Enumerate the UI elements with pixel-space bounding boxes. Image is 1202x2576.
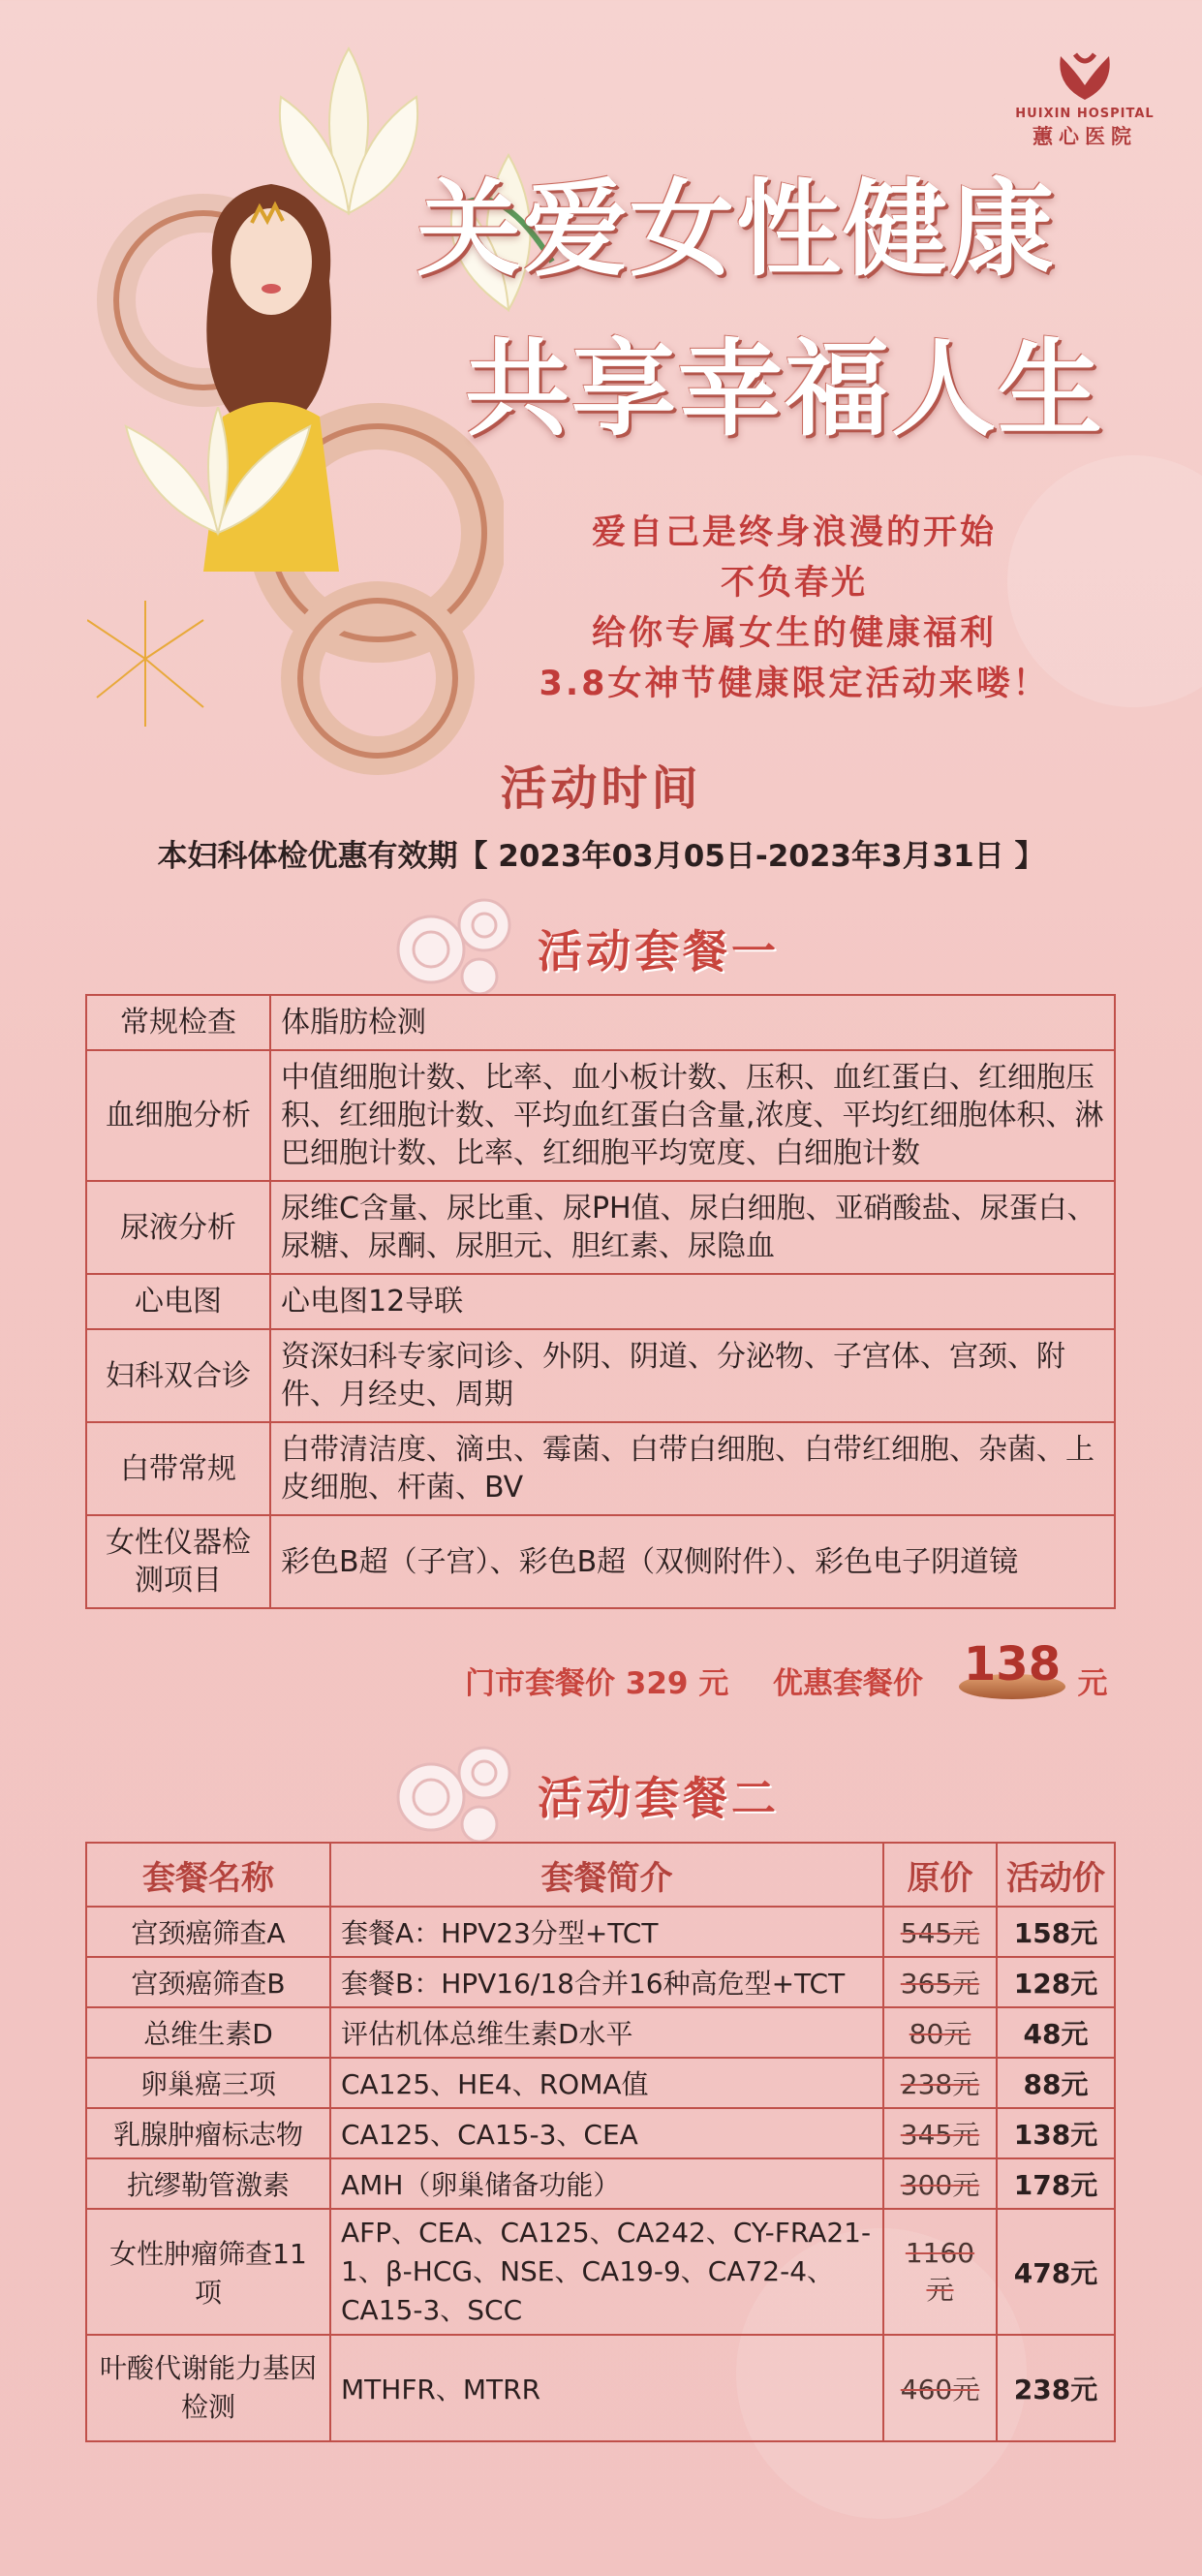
slogan-line: 给你专属女生的健康福利 [591,614,997,653]
activity-price: 238元 [997,2335,1115,2441]
activity-period: 本妇科体检优惠有效期【 2023年03月05日-2023年3月31日 】 [157,839,1045,874]
slogan-line: 爱自己是终身浪漫的开始 [591,513,997,552]
item-category: 女性仪器检测项目 [86,1515,270,1608]
column-header: 套餐名称 [86,1843,330,1907]
package-name: 女性肿瘤筛查11项 [86,2209,330,2335]
headline-line-1: 关爱女性健康 [416,169,1057,291]
hospital-logo [1002,47,1167,150]
column-header: 套餐简介 [330,1843,883,1907]
table-row [86,2335,1115,2441]
table-row [86,2209,1115,2335]
package-name: 总维生素D [86,2007,330,2058]
table-row [86,1050,1115,1181]
package-1-title: 活动套餐一 [538,925,780,978]
original-price: 238元 [900,2068,980,2100]
column-header: 原价 [883,1843,997,1907]
table-row [86,2058,1115,2108]
table-header-row [86,1843,1115,1907]
table-row [86,2007,1115,2058]
item-details: 中值细胞计数、比率、血小板计数、压积、血红蛋白、红细胞压积、红细胞计数、平均血红蛋白含量,浓度、平均红细胞体积、淋巴细胞计数、比率、红细胞平均宽度、白细胞计数 [270,1050,1115,1181]
lily-flower [107,407,329,543]
logo-chinese-name: 蕙心医院 [1032,125,1137,148]
package-desc: MTHFR、MTRR [330,2335,883,2441]
item-category: 妇科双合诊 [86,1329,270,1422]
discount-price-badge [959,1637,1065,1705]
package-desc: AFP、CEA、CA125、CA242、CY-FRA21-1、β-HCG、NSE、CA19-9、CA72-4、CA15-3、SCC [330,2209,883,2335]
original-price: 545元 [900,1917,980,1949]
package-desc: CA125、HE4、ROMA值 [330,2058,883,2108]
rose-decoration-icon [387,891,523,998]
headline-line-2: 共享幸福人生 [465,328,1105,450]
slogan-line: 3.8女神节健康限定活动来喽！ [539,665,1050,703]
market-price-value: 329 [625,1666,689,1701]
activity-price: 478元 [997,2209,1115,2335]
item-category: 尿液分析 [86,1181,270,1274]
logo-english-name: HUIXIN HOSPITAL [1015,107,1155,121]
discount-price-label: 优惠套餐价 [772,1666,923,1701]
table-row [86,1329,1115,1422]
package-desc: 评估机体总维生素D水平 [330,2007,883,2058]
table-row [86,1515,1115,1608]
original-price: 80元 [909,2018,971,2050]
discount-price-value: 138 [963,1637,1062,1691]
table-row [86,995,1115,1050]
package-name: 抗缪勒管激素 [86,2158,330,2209]
item-details: 白带清洁度、滴虫、霉菌、白带白细胞、白带红细胞、杂菌、上皮细胞、杆菌、BV [270,1422,1115,1515]
item-category: 心电图 [86,1274,270,1329]
item-details: 彩色B超（子宫）、彩色B超（双侧附件）、彩色电子阴道镜 [270,1515,1115,1608]
package-desc: AMH（卵巢储备功能） [330,2158,883,2209]
column-header: 活动价 [997,1843,1115,1907]
package-name: 乳腺肿瘤标志物 [86,2108,330,2158]
activity-price: 128元 [997,1957,1115,2007]
market-price-unit: 元 [698,1666,729,1701]
rose-decoration-icon [387,1739,523,1846]
table-row [86,1422,1115,1515]
table-row [86,1274,1115,1329]
market-price-label: 门市套餐价 [465,1666,615,1701]
original-price: 1160元 [905,2236,975,2306]
item-category: 白带常规 [86,1422,270,1515]
activity-price: 178元 [997,2158,1115,2209]
table-row [86,1181,1115,1274]
table-row [86,1907,1115,1957]
slogan-line: 不负春光 [720,564,868,603]
package-desc: 套餐B：HPV16/18合并16种高危型+TCT [330,1957,883,2007]
item-category: 血细胞分析 [86,1050,270,1181]
item-details: 心电图12导联 [270,1274,1115,1329]
package-name: 卵巢癌三项 [86,2058,330,2108]
package-2-table [85,1842,1116,2442]
item-details: 尿维C含量、尿比重、尿PH值、尿白细胞、亚硝酸盐、尿蛋白、尿糖、尿酮、尿胆元、胆红素、尿隐血 [270,1181,1115,1274]
activity-price: 48元 [997,2007,1115,2058]
package-desc: 套餐A：HPV23分型+TCT [330,1907,883,1957]
table-row [86,2108,1115,2158]
activity-price: 138元 [997,2108,1115,2158]
item-details: 资深妇科专家问诊、外阴、阴道、分泌物、子宫体、宫颈、附件、月经史、周期 [270,1329,1115,1422]
original-price: 365元 [900,1968,980,2000]
original-price: 300元 [900,2169,980,2201]
package-2-title: 活动套餐二 [538,1772,780,1824]
package-name: 宫颈癌筛查A [86,1907,330,1957]
discount-price-unit: 元 [1077,1666,1108,1701]
original-price: 460元 [900,2374,980,2405]
package-name: 叶酸代谢能力基因检测 [86,2335,330,2441]
table-row [86,1957,1115,2007]
package-name: 宫颈癌筛查B [86,1957,330,2007]
package-1-table [85,994,1116,1609]
activity-time-title: 活动时间 [500,761,702,816]
package-desc: CA125、CA15-3、CEA [330,2108,883,2158]
activity-price: 158元 [997,1907,1115,1957]
item-category: 常规检查 [86,995,270,1050]
original-price: 345元 [900,2119,980,2151]
table-row [86,2158,1115,2209]
hospital-logo-icon [1051,47,1119,103]
item-details: 体脂肪检测 [270,995,1115,1050]
activity-price: 88元 [997,2058,1115,2108]
